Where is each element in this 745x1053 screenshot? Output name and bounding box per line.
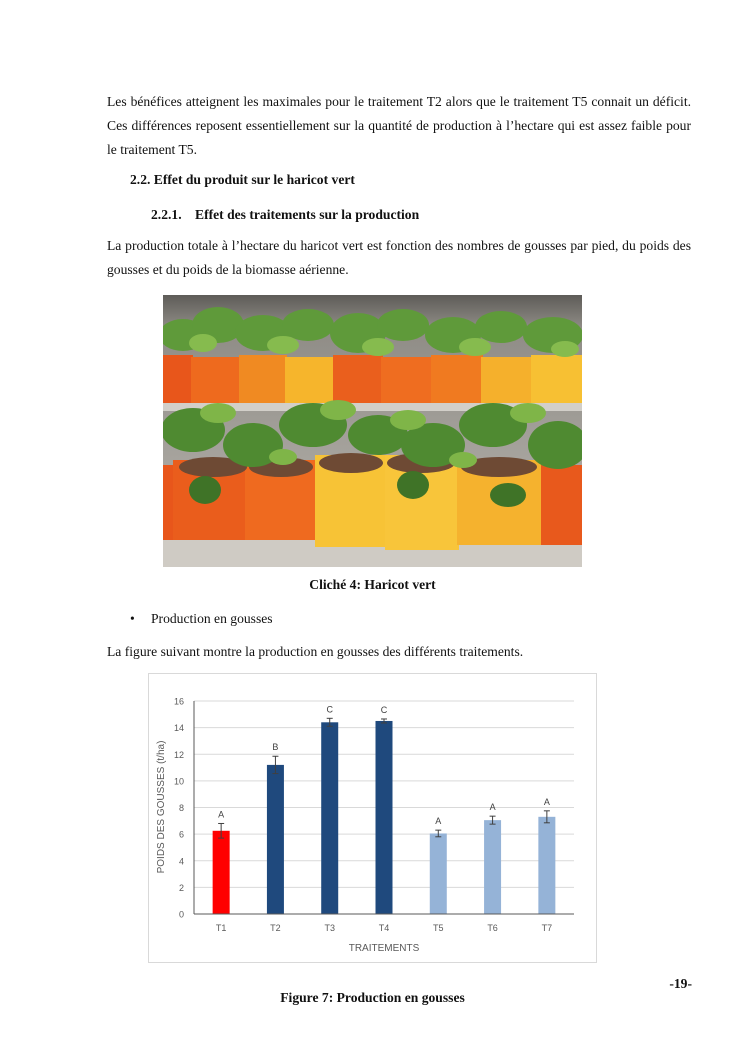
photo-haricot-vert: [163, 295, 582, 567]
x-tick-label: T6: [487, 923, 498, 933]
paragraph-figure-intro: La figure suivant montre la production en gousses des différents traitements.: [107, 644, 524, 659]
x-tick-label: T3: [324, 923, 335, 933]
bar-t6: [484, 820, 501, 914]
bar-chart: [149, 674, 596, 962]
photo-caption: Cliché 4: Haricot vert: [309, 577, 436, 592]
paragraph-production-totale: La production totale à l’hectare du haricot vert est fonction des nombres de gousses par pied, du poids des gousses et du poids de la biomasse aérienne.: [107, 238, 691, 277]
bar-t3: [321, 722, 338, 914]
bar-t5: [430, 833, 447, 914]
bar-t2: [267, 765, 284, 914]
bullet-production-en-gousses: [130, 609, 273, 629]
significance-letter: B: [272, 742, 279, 753]
bar-t4: [376, 721, 393, 914]
y-tick-label: 12: [173, 749, 184, 760]
y-tick-label: 4: [178, 856, 184, 867]
y-tick-label: 8: [178, 803, 184, 813]
x-tick-label: T2: [270, 923, 281, 933]
significance-letter: C: [380, 704, 388, 715]
subsection-heading-2-2-1: [151, 205, 419, 225]
bar-t7: [538, 817, 555, 914]
x-tick-label: T1: [215, 923, 227, 933]
page-number: -19-: [669, 976, 692, 991]
y-tick-label: 0: [178, 909, 184, 920]
significance-letter: A: [543, 796, 550, 807]
bullet-text: Production en gousses: [151, 611, 273, 626]
bullet-symbol: •: [130, 611, 135, 626]
significance-letter: A: [435, 816, 442, 827]
significance-letter: A: [218, 809, 225, 820]
chart-production-gousses: [148, 673, 597, 963]
x-tick-label: T4: [378, 923, 390, 933]
x-tick-label: T7: [541, 923, 553, 933]
y-tick-label: 6: [178, 829, 184, 840]
y-tick-label: 2: [178, 882, 184, 893]
figure-caption: Figure 7: Production en gousses: [280, 990, 465, 1005]
y-tick-label: 10: [173, 776, 184, 787]
bar-t1: [213, 831, 230, 914]
y-tick-label: 16: [173, 696, 184, 707]
subsection-title: Effet des traitements sur la production: [195, 207, 420, 222]
subsection-number: 2.2.1.: [151, 207, 182, 222]
y-tick-label: 14: [173, 723, 184, 734]
significance-letter: A: [489, 802, 496, 813]
significance-letter: C: [326, 704, 333, 715]
y-axis-label: POIDS DES GOUSSES (t/ha): [156, 740, 167, 874]
section-heading-2-2: 2.2. Effet du produit sur le haricot vert: [130, 172, 355, 187]
x-tick-label: T5: [433, 923, 444, 933]
paragraph-benefices: Les bénéfices atteignent les maximales pour le traitement T2 alors que le traitement T5 connait un déficit. Ces différences reposent essentiellement sur la quantité de production à l’hectare qui est assez faible pour le traitement T5.: [107, 94, 691, 157]
x-axis-label: TRAITEMENTS: [348, 943, 420, 954]
